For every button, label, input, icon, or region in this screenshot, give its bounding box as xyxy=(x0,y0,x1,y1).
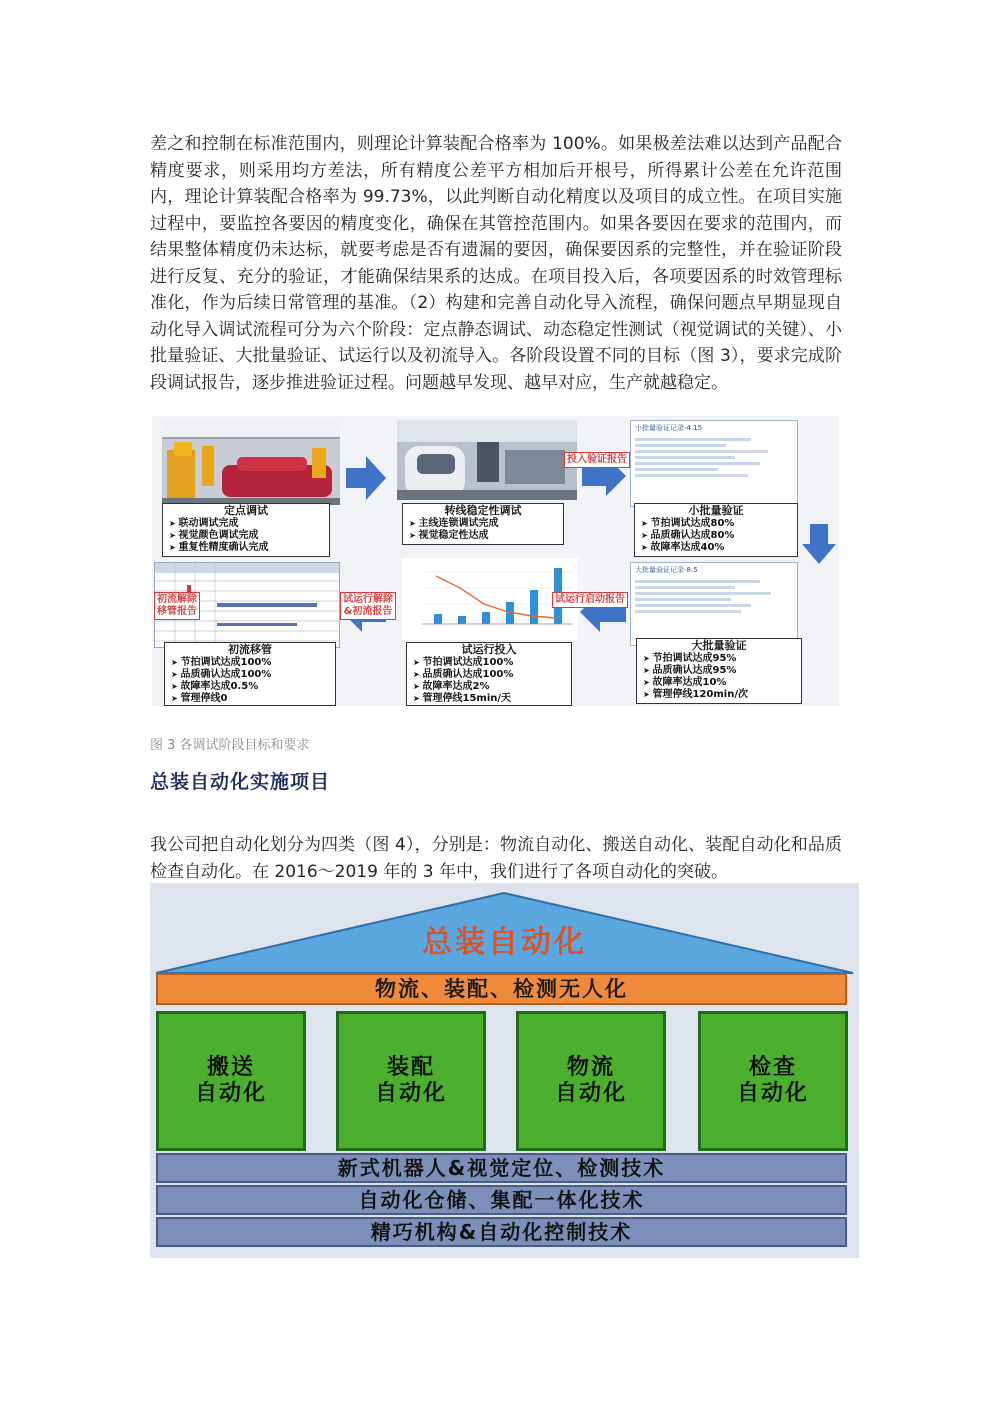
stage-item: ➤ 视觉颜色调试完成 xyxy=(163,530,329,542)
stage-item: ➤ 节拍调试达成100% xyxy=(407,657,571,669)
base-bar-warehouse: 自动化仓储、集配一体化技术 xyxy=(156,1185,847,1215)
stage-title: 试运行投入 xyxy=(461,643,517,656)
tag-line: 初流解除 xyxy=(157,594,197,605)
figure-3-debug-stages xyxy=(152,416,839,706)
stage-item: ➤ 故障率达成40% xyxy=(635,542,797,554)
base-bar-mechanism-control: 精巧机构&自动化控制技术 xyxy=(156,1217,847,1247)
stage-title: 大批量验证 xyxy=(691,639,747,652)
stage-item: ➤ 节拍调试达成95% xyxy=(637,653,801,665)
stage-item: ➤ 品质确认达成100% xyxy=(165,669,335,681)
robot-line-photo xyxy=(162,420,340,505)
stage-item: ➤ 视觉稳定性达成 xyxy=(403,530,563,542)
pillar-line: 物流 xyxy=(566,1055,615,1080)
pillar-line: 装配 xyxy=(386,1055,435,1080)
stage-item: ➤ 管理停线0 xyxy=(165,693,335,705)
pillar-line: 自动化 xyxy=(736,1081,809,1106)
stage-item: ➤ 品质确认达成80% xyxy=(635,530,797,542)
stage-card-big-batch xyxy=(636,638,802,704)
pillar-logistics-automation xyxy=(516,1011,666,1151)
stage-title: 小批量验证 xyxy=(688,504,744,517)
stage-card-line-stability xyxy=(402,503,564,545)
stage-item: ➤ 品质确认达成100% xyxy=(407,669,571,681)
tag-line: 试运行解除 xyxy=(343,594,393,605)
pillar-assembly-automation xyxy=(336,1011,486,1151)
stage-title: 转线稳定性调试 xyxy=(444,504,522,517)
stage-item: ➤ 品质确认达成95% xyxy=(637,665,801,677)
pillar-line: 自动化 xyxy=(194,1081,267,1106)
big-batch-report-thumbnail xyxy=(630,562,798,646)
tag-line: 移管报告 xyxy=(157,606,197,617)
stage-item: ➤ 故障率达成10% xyxy=(637,677,801,689)
stage-title: 定点调试 xyxy=(224,504,268,517)
doc-title: 大批量验证记录-8.5 xyxy=(635,566,698,574)
stage-card-initial-flow xyxy=(164,642,336,706)
stage-item: ➤ 故障率达成0.5% xyxy=(165,681,335,693)
pillar-transport-automation xyxy=(156,1011,306,1151)
stage-card-small-batch xyxy=(634,503,798,557)
stage-item: ➤ 联动调试完成 xyxy=(163,518,329,530)
small-batch-report-thumbnail xyxy=(630,420,798,507)
pillar-line: 自动化 xyxy=(374,1081,447,1106)
stage-item: ➤ 重复性精度确认完成 xyxy=(163,542,329,554)
stage-card-fixed-debug xyxy=(162,503,330,557)
arrow-down-icon xyxy=(802,524,836,564)
stage-item: ➤ 节拍调试达成80% xyxy=(635,518,797,530)
stage-item: ➤ 管理停线15min/天 xyxy=(407,693,571,705)
report-tag-input-verification: 投入验证报告 xyxy=(564,452,630,468)
stage-card-trial-run xyxy=(406,642,572,706)
automation-banner: 物流、装配、检测无人化 xyxy=(156,973,847,1005)
arrow-right-icon xyxy=(346,456,386,500)
roof-title: 总装自动化 xyxy=(422,925,587,960)
tag-line: &初流报告 xyxy=(343,606,393,617)
doc-title: 小批量验证记录-4.15 xyxy=(635,424,703,432)
report-tag-initial-flow xyxy=(154,592,200,620)
report-tag-trial-start: 试运行启动报告 xyxy=(552,592,628,608)
pillar-line: 搬送 xyxy=(206,1055,255,1080)
base-bar-robot-vision: 新式机器人&视觉定位、检测技术 xyxy=(156,1153,847,1183)
stage-item: ➤ 主线连锁调试完成 xyxy=(403,518,563,530)
body-paragraph-1: 差之和控制在标准范围内，则理论计算装配合格率为 100%。如果极差法难以达到产品配合精度要求，则采用均方差法，所有精度公差平方相加后开根号，所得累计公差在允许范围内，理论计算装配合格率为 99.73%，以此判断自动化精度以及项目的成立性。在项目实施过程中，要监控各要因的精度变化，确保在其管控范围内。如果各要因在要求的范围内，而结果整体精度仍未达标，就要考虑是否有遗漏的要因，确保要因系的完整性，并在验证阶段进行反复、充分的验证，才能确保结果系的达成。在项目投入后，各项要因系的时效管理标准化，作为后续日常管理的基准。（2）构建和完善自动化导入流程，确保问题点早期显现自动化导入调试流程可分为六个阶段：定点静态调试、动态稳定性测试（视觉调试的关键）、小批量验证、大批量验证、试运行以及初流导入。各阶段设置不同的目标（图 3），要求完成阶段调试报告，逐步推进验证过程。问题越早发现、越早对应，生产就越稳定。 xyxy=(150,134,842,393)
report-tag-trial-release xyxy=(340,592,396,620)
pillar-line: 检查 xyxy=(748,1055,797,1080)
body-paragraph-2: 我公司把自动化划分为四类（图 4），分别是：物流自动化、搬送自动化、装配自动化和品质检查自动化。在 2016～2019 年的 3 年中，我们进行了各项自动化的突破。 xyxy=(150,835,842,882)
stage-title: 初流移管 xyxy=(228,643,272,656)
pillar-line: 自动化 xyxy=(554,1081,627,1106)
stage-item: ➤ 故障率达成2% xyxy=(407,681,571,693)
section-heading: 总装自动化实施项目 xyxy=(150,771,331,793)
figure-3-caption: 图 3 各调试阶段目标和要求 xyxy=(150,738,310,753)
vehicle-line-photo xyxy=(397,420,577,500)
stage-item: ➤ 管理停线120min/次 xyxy=(637,689,801,701)
figure-4-automation-house xyxy=(150,883,859,1258)
stage-item: ➤ 节拍调试达成100% xyxy=(165,657,335,669)
pillar-inspection-automation xyxy=(698,1011,848,1151)
